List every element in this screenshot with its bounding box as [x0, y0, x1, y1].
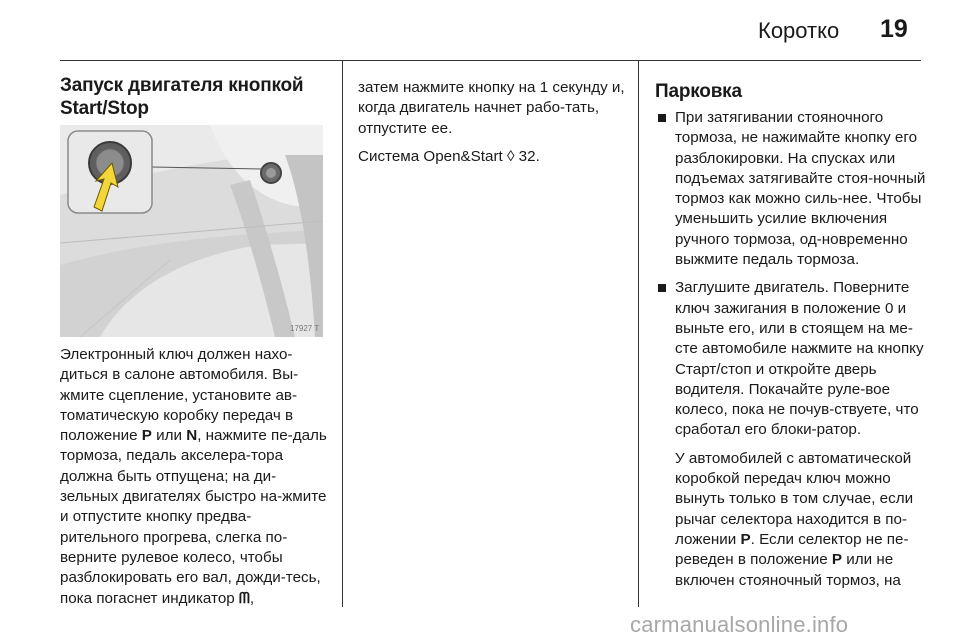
page-header	[0, 0, 960, 60]
text-segment: или	[151, 427, 187, 445]
start-instructions	[60, 345, 328, 617]
gear-n-label: N	[186, 427, 198, 445]
start-button-illustration	[60, 125, 323, 337]
text-segment: . Если селектор не пе-реведен в положение	[675, 530, 909, 569]
column-divider-right	[638, 60, 639, 607]
page-number: 19	[880, 15, 908, 43]
watermark: carmanualsonline.info	[630, 612, 849, 637]
list-item-text: При затягивании стояночного тормоза, не нажимайте кнопку его разблокировки. На спусках или подъемах затягивайте стоя-ночный тормоз как можно силь-нее. Чтобы уменьшить усилие включения ручного тормоза, од-новременно выжмите педаль тормоза.	[675, 109, 926, 269]
open-start-reference: Система Open&Start ◊ 32.	[358, 147, 540, 165]
parking-list	[658, 108, 928, 599]
middle-column	[358, 78, 626, 175]
gear-p-label: P	[740, 530, 751, 548]
figure-code: 17927 T	[290, 324, 320, 333]
text-segment: У автомобилей с автоматической коробкой передач ключ можно вынуть только в том случае, если рычаг селектора находится в по-ложении	[675, 449, 914, 548]
parking-heading: Парковка	[655, 81, 742, 102]
bullet-square-icon	[658, 284, 666, 292]
list-item-text: Заглушите двигатель. Поверните ключ зажигания в положение 0 и выньте его, или в стоящем на ме-сте автомобиле нажмите на кнопку Старт/стоп и откройте дверь водителя. Покачайте руле-вое колесо, пока не почув-ствуете, что сработал его блоки-ратор.	[675, 279, 924, 439]
bullet-square-icon	[658, 114, 666, 122]
gear-p-label: P	[141, 427, 152, 445]
text-segment: Электронный ключ должен нахо-диться в салоне автомобиля. Вы-жмите сцепление, установите ав-томатическую коробку передач в положение	[60, 346, 299, 445]
dashboard-figure	[60, 125, 323, 337]
text-segment: , нажмите пе-даль тормоза, педаль акселера-тора должна быть отпущена; на ди-зельных двигателях быстро на-жмите и отпустите кнопку предва-рительного прогрева, слегка по-верните рулевое колесо, чтобы разблокировать его вал, дожди-тесь, пока погаснет индикатор	[60, 427, 327, 607]
gear-p-label: P	[831, 551, 843, 569]
column-divider-left	[342, 60, 343, 607]
text-segment: ,	[249, 589, 255, 607]
header-rule	[60, 60, 921, 61]
list-item	[658, 108, 928, 270]
text-segment: или не включен стояночный тормоз, на	[675, 551, 901, 589]
start-stop-heading: Запуск двигателя кнопкой Start/Stop	[60, 75, 304, 119]
glow-plug-indicator-icon: ᗰ	[238, 589, 250, 607]
start-paragraph	[60, 345, 328, 609]
start-continuation: затем нажмите кнопку на 1 секунду и, когда двигатель начнет рабо-тать, отпустите ее.	[358, 79, 625, 137]
list-item	[658, 278, 928, 590]
list-item-subparagraph	[675, 449, 928, 591]
section-title: Коротко	[758, 18, 840, 43]
